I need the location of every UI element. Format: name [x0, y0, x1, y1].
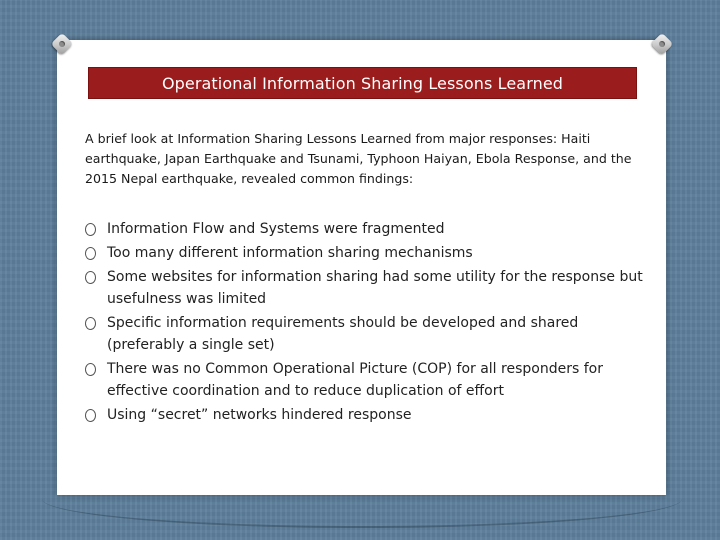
circle-bullet-icon [85, 409, 96, 422]
circle-bullet-icon [85, 363, 96, 376]
bullet-text: Using “secret” networks hindered response [107, 407, 412, 423]
bullet-text: There was no Common Operational Picture (COP) for all responders for effective coordination and to reduce duplication of effort [107, 361, 603, 399]
list-item [85, 312, 655, 356]
list-item [85, 358, 655, 402]
bullet-text: Specific information requirements should be developed and shared (preferably a single set) [107, 315, 579, 353]
bullet-text: Information Flow and Systems were fragmented [107, 221, 445, 237]
slide-title: Operational Information Sharing Lessons Learned [88, 67, 637, 99]
intro-paragraph: A brief look at Information Sharing Lessons Learned from major responses: Haiti earthquake, Japan Earthquake and Tsunami, Typhoon Haiyan, Ebola Response, and the 2015 Nepal earthquake, revealed common findings: [85, 131, 632, 186]
list-item [85, 404, 655, 426]
bullet-text: Too many different information sharing mechanisms [107, 245, 473, 261]
findings-list [85, 218, 655, 428]
circle-bullet-icon [85, 317, 96, 330]
circle-bullet-icon [85, 247, 96, 260]
list-item [85, 242, 655, 264]
bullet-text: Some websites for information sharing had some utility for the response but usefulness was limited [107, 269, 643, 307]
circle-bullet-icon [85, 271, 96, 284]
list-item [85, 218, 655, 240]
circle-bullet-icon [85, 223, 96, 236]
list-item [85, 266, 655, 310]
